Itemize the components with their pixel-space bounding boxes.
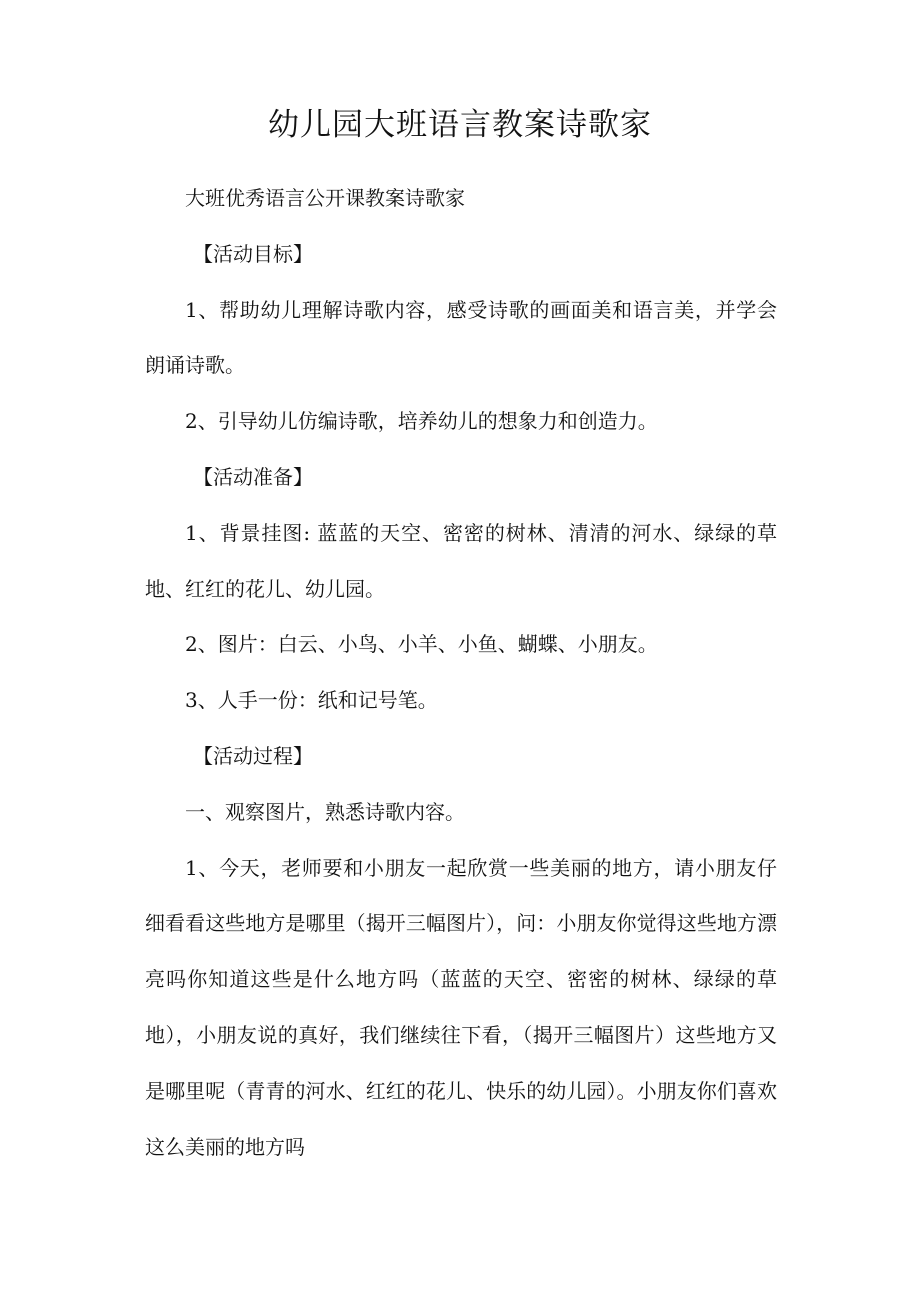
section-heading-goals: 【活动目标】 xyxy=(193,241,313,266)
process-step-1-detail: 1、今天，老师要和小朋友一起欣赏一些美丽的地方，请小朋友仔细看看这些地方是哪里（揭开三幅图片），问：小朋友你觉得这些地方漂亮吗你知道这些是什么地方吗（蓝蓝的天空、密密的树林、绿绿的草地），小朋友说的真好，我们继续往下看，（揭开三幅图片）这些地方又是哪里呢（青青的河水、红红的花儿、快乐的幼儿园）。小朋友你们喜欢这么美丽的地方吗 xyxy=(145,855,777,1159)
preparation-item-3: 3、人手一份：纸和记号笔。 xyxy=(185,688,438,713)
goal-item-1: 1、帮助幼儿理解诗歌内容，感受诗歌的画面美和语言美，并学会朗诵诗歌。 xyxy=(145,297,777,378)
process-step-1: 一、观察图片，熟悉诗歌内容。 xyxy=(185,799,465,824)
preparation-item-1: 1、背景挂图: 蓝蓝的天空、密密的树林、清清的河水、绿绿的草地、红红的花儿、幼儿园。 xyxy=(145,520,777,601)
subtitle-paragraph: 大班优秀语言公开课教案诗歌家 xyxy=(185,186,465,210)
document-title: 幼儿园大班语言教案诗歌家 xyxy=(268,107,652,143)
section-heading-preparation: 【活动准备】 xyxy=(193,464,313,489)
preparation-item-2: 2、图片：白云、小鸟、小羊、小鱼、蝴蝶、小朋友。 xyxy=(185,632,658,657)
section-heading-process: 【活动过程】 xyxy=(193,743,313,768)
document-body xyxy=(145,171,777,1175)
goal-item-2: 2、引导幼儿仿编诗歌，培养幼儿的想象力和创造力。 xyxy=(185,409,658,434)
